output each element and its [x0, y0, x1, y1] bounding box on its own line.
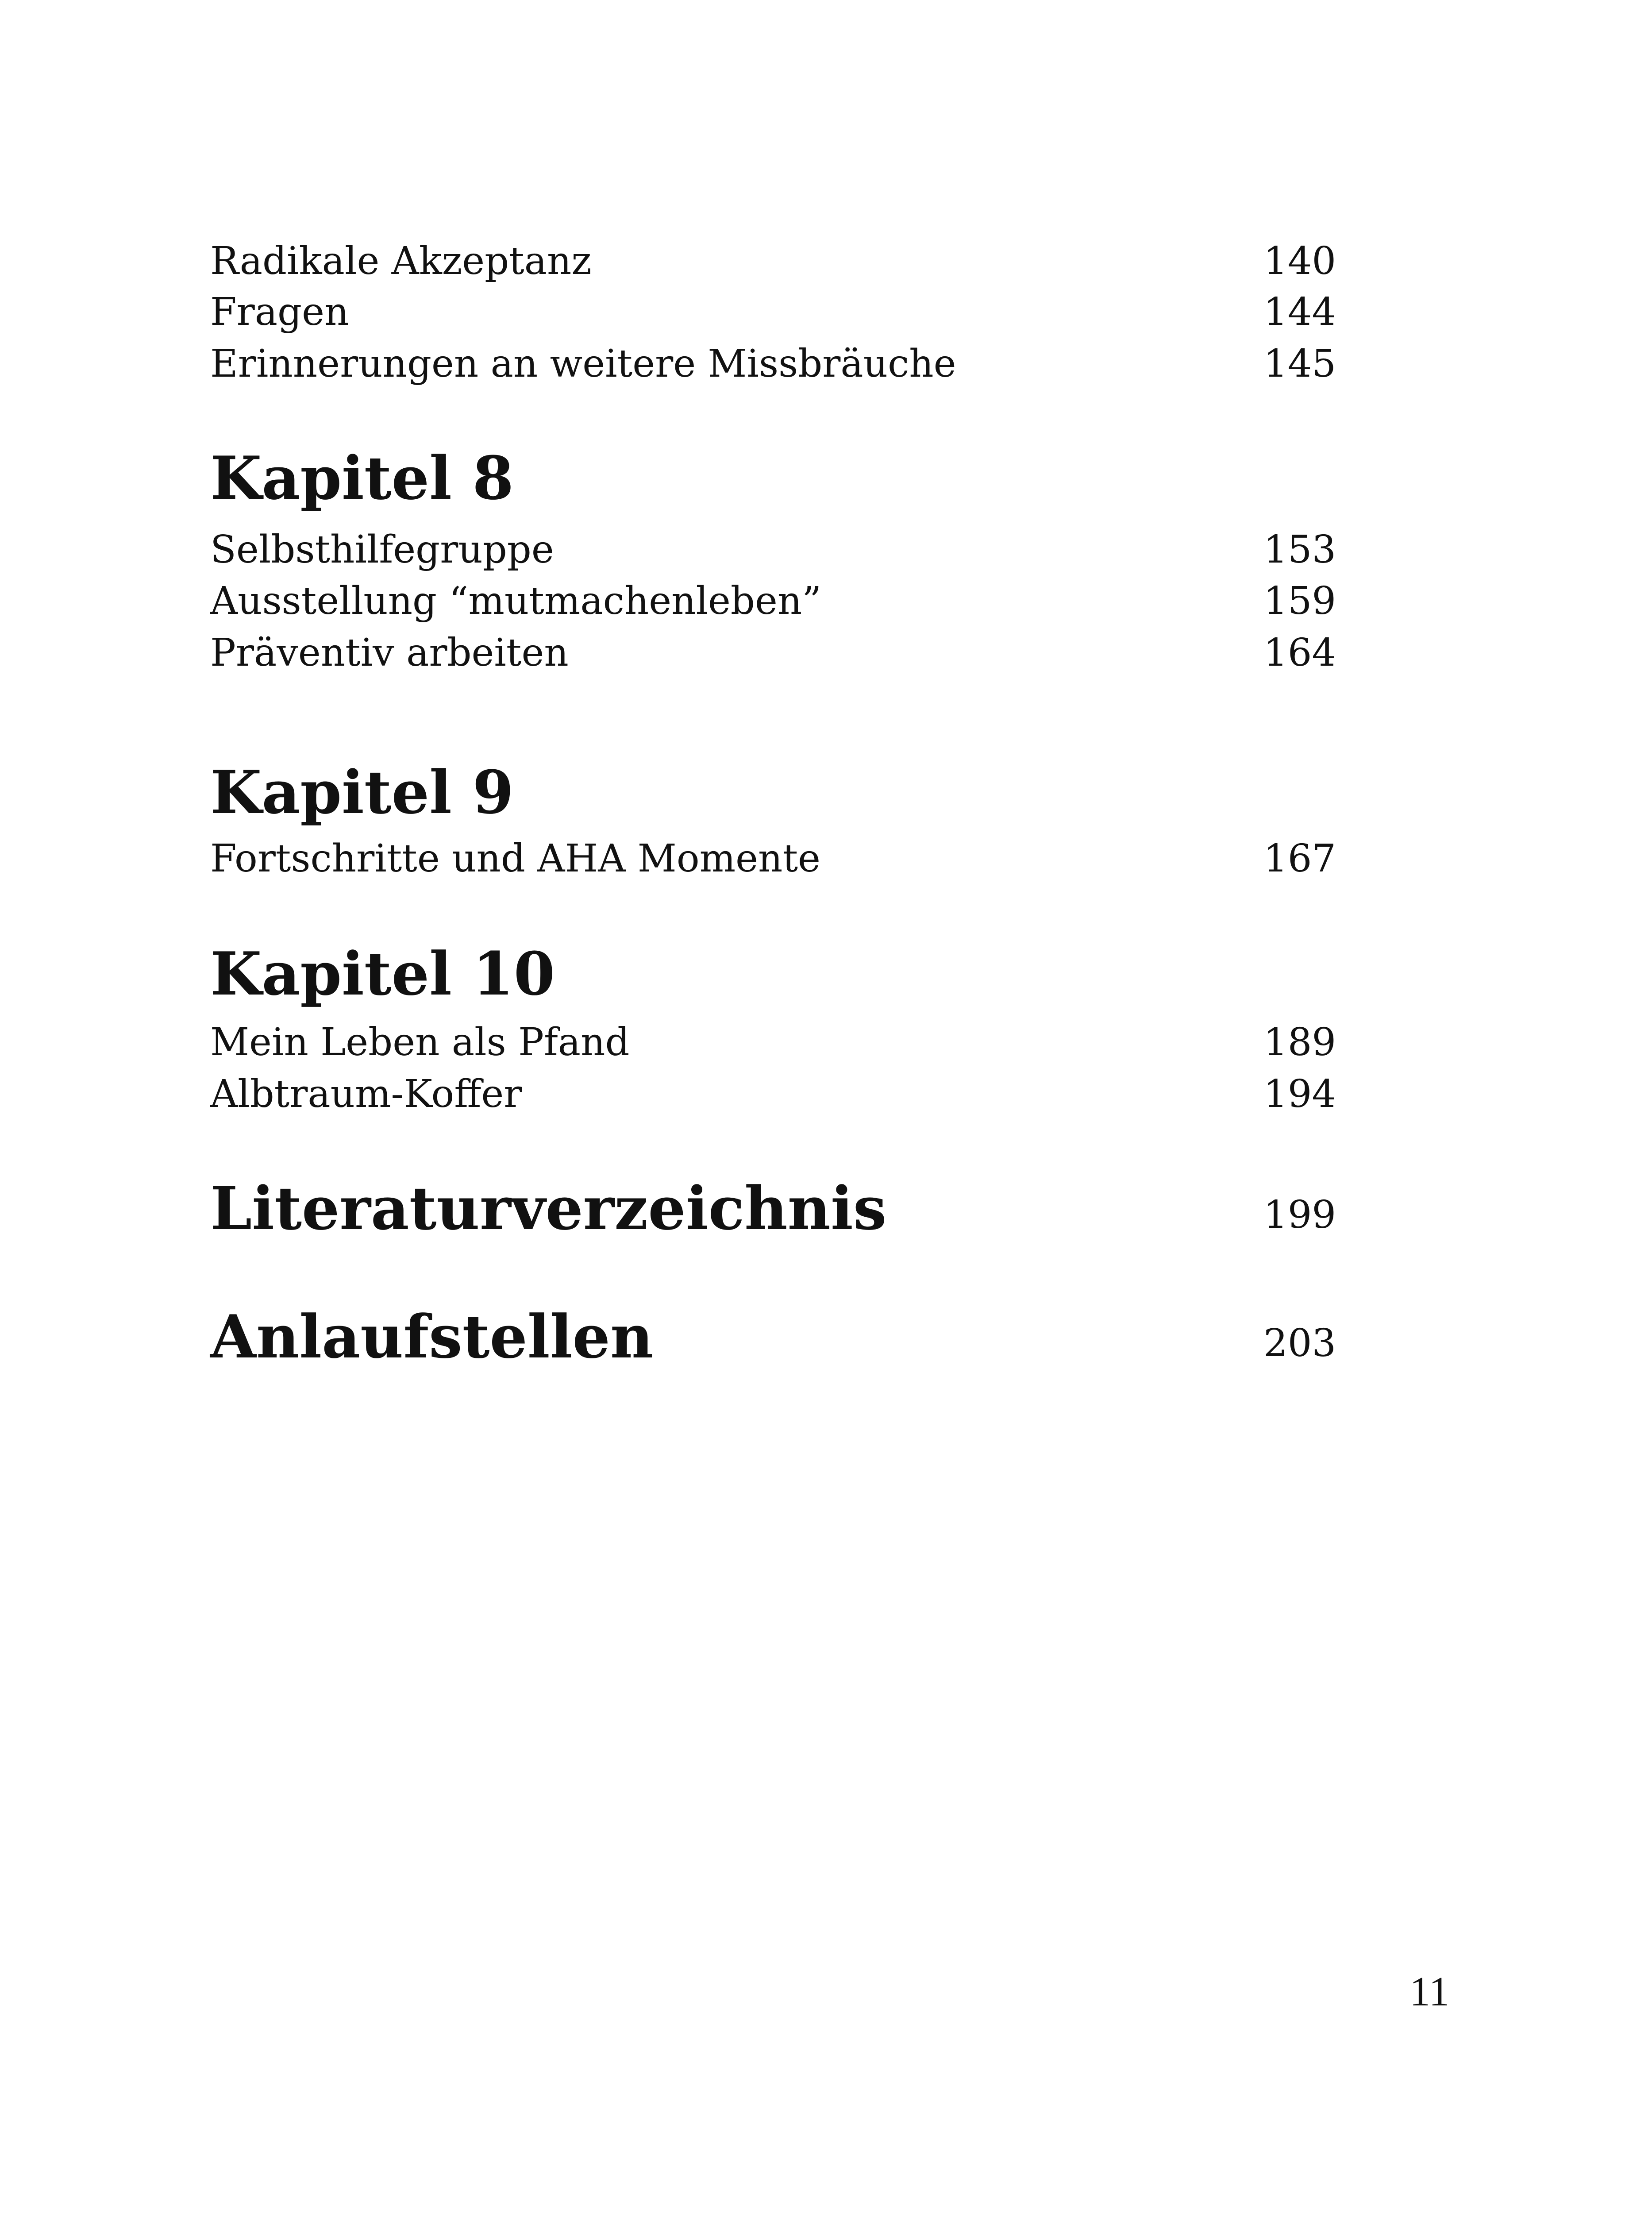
toc-entry-title: Radikale Akzeptanz [210, 239, 592, 283]
toc-entry-title: Ausstellung “mutmachenleben” [210, 579, 822, 623]
toc-entry [210, 342, 1343, 386]
toc-section [210, 1303, 1343, 1370]
toc-section [210, 1175, 1343, 1241]
toc-section-title: Anlaufstellen [210, 1302, 654, 1372]
page-number: 11 [1409, 1969, 1450, 2015]
toc-entry [210, 1020, 1343, 1064]
toc-entry-page: 164 [1263, 631, 1336, 675]
chapter-heading: Kapitel 9 [210, 757, 514, 827]
toc-entry-title: Selbsthilfegruppe [210, 528, 554, 572]
toc-entry [210, 631, 1343, 675]
toc-entry-title: Albtraum-Koffer [210, 1072, 522, 1116]
toc-entry-title: Fragen [210, 290, 349, 334]
toc-entry-title: Fortschritte und AHA Momente [210, 837, 820, 881]
toc-entry-title: Präventiv arbeiten [210, 631, 569, 675]
toc-entry [210, 1072, 1343, 1116]
toc-entry-title: Mein Leben als Pfand [210, 1020, 630, 1064]
toc-section-page: 203 [1263, 1321, 1336, 1365]
toc-entry [210, 579, 1343, 623]
toc-section-page: 199 [1263, 1193, 1336, 1237]
toc-entry-page: 159 [1263, 579, 1336, 623]
chapter-heading: Kapitel 10 [210, 939, 555, 1009]
toc-entry-page: 189 [1263, 1020, 1336, 1064]
toc-entry-page: 140 [1263, 239, 1336, 283]
toc-section-title: Literaturverzeichnis [210, 1173, 887, 1243]
toc-entry-title: Erinnerungen an weitere Missbräuche [210, 342, 956, 386]
chapter-heading: Kapitel 8 [210, 443, 514, 513]
toc-entry-page: 194 [1263, 1072, 1336, 1116]
toc-entry [210, 837, 1343, 881]
toc-entry-page: 145 [1263, 342, 1336, 386]
toc-entry [210, 239, 1343, 283]
toc-entry-page: 144 [1263, 290, 1336, 334]
toc-entry-page: 153 [1263, 528, 1336, 572]
toc-entry [210, 528, 1343, 572]
toc-entry [210, 290, 1343, 334]
toc-entry-page: 167 [1263, 837, 1336, 881]
